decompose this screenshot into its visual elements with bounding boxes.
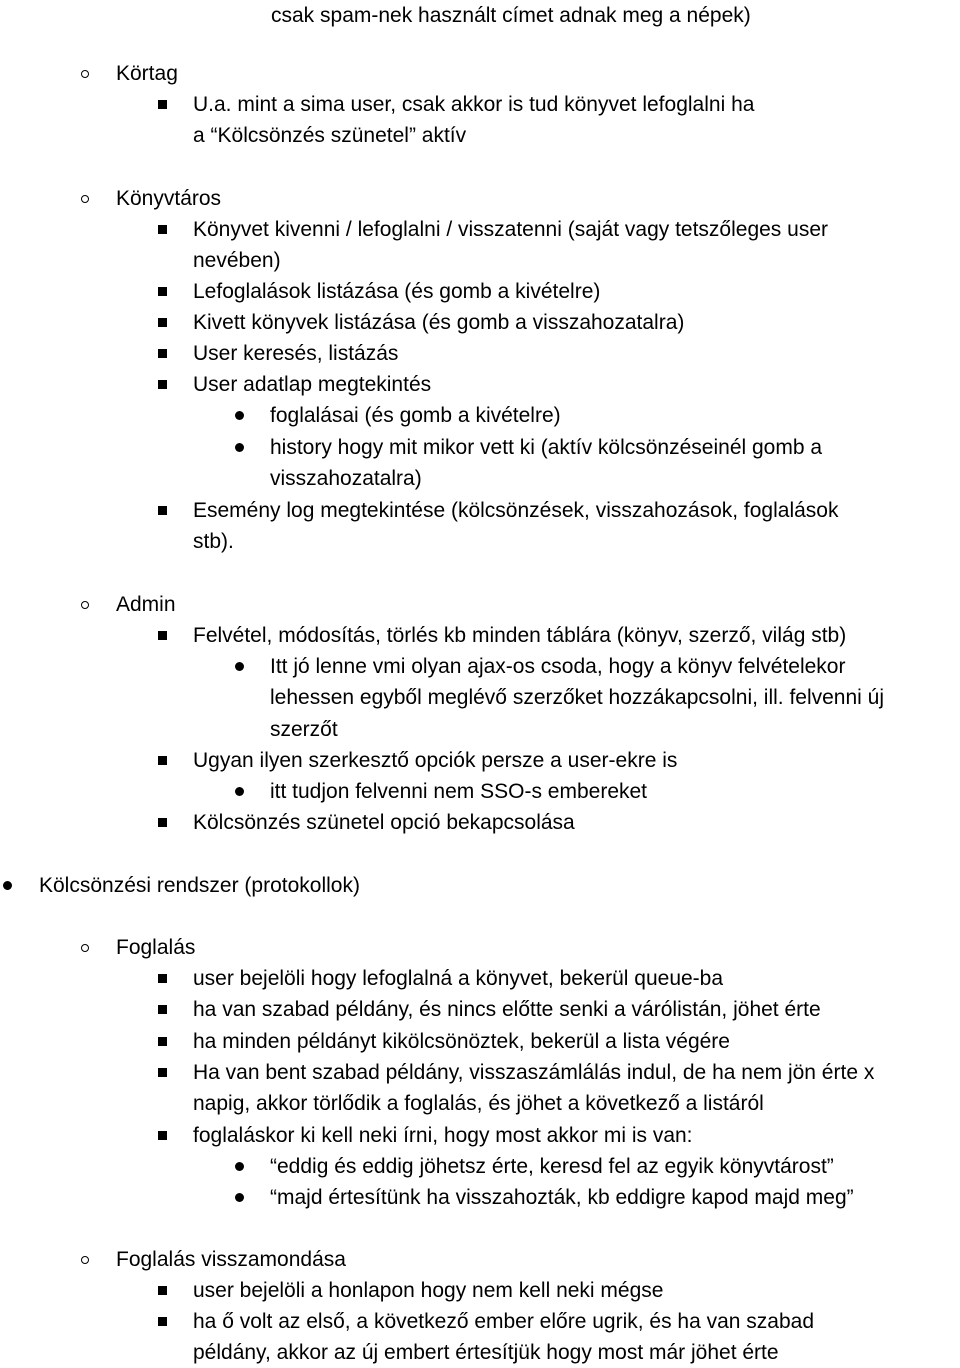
- text-line: Kölcsönzés szünetel opció bekapcsolása: [193, 811, 575, 834]
- filled-disc-icon: [227, 432, 251, 463]
- section-heading: Kölcsönzési rendszer (protokollok): [39, 874, 360, 897]
- filled-square-icon: [150, 1306, 174, 1337]
- filled-square-icon: [150, 214, 174, 245]
- text-line: Könyvet kivenni / lefoglalni / visszatenni (saját vagy tetszőleges user: [193, 218, 828, 241]
- hollow-circle-icon: [73, 1244, 97, 1275]
- text-line: Lefoglalások listázása (és gomb a kivételre): [193, 280, 601, 303]
- text-line: stb).: [193, 530, 234, 553]
- text-line: napig, akkor törlődik a foglalás, és jöhet a következő a listáról: [193, 1092, 764, 1115]
- text-line: foglalásai (és gomb a kivételre): [270, 404, 561, 427]
- hollow-circle-icon: [73, 932, 97, 963]
- list-item-foglalas-visszamondasa: Foglalás visszamondása: [116, 1248, 346, 1271]
- text-line: nevében): [193, 249, 281, 272]
- filled-square-icon: [150, 963, 174, 994]
- filled-disc-icon: [227, 1151, 251, 1182]
- filled-square-icon: [150, 994, 174, 1025]
- filled-square-icon: [150, 338, 174, 369]
- filled-square-icon: [150, 1026, 174, 1057]
- filled-disc-icon: [227, 1182, 251, 1213]
- filled-square-icon: [150, 369, 174, 400]
- text-line: a “Kölcsönzés szünetel” aktív: [193, 124, 467, 147]
- text-line: Esemény log megtekintése (kölcsönzések, visszahozások, foglalások: [193, 499, 839, 522]
- text-line: foglaláskor ki kell neki írni, hogy most akkor mi is van:: [193, 1124, 693, 1147]
- list-item-kortag: Körtag: [116, 62, 178, 85]
- text-line: “eddig és eddig jöhetsz érte, keresd fel az egyik könyvtárost”: [270, 1155, 834, 1178]
- text-line: User keresés, listázás: [193, 342, 399, 365]
- filled-square-icon: [150, 745, 174, 776]
- text-line: U.a. mint a sima user, csak akkor is tud könyvet lefoglalni ha: [193, 93, 755, 116]
- hollow-circle-icon: [73, 589, 97, 620]
- text-line: lehessen egyből meglévő szerzőket hozzákapcsolni, ill. felvenni új: [270, 686, 885, 709]
- filled-square-icon: [150, 1120, 174, 1151]
- filled-square-icon: [150, 620, 174, 651]
- text-line: itt tudjon felvenni nem SSO-s embereket: [270, 780, 648, 803]
- text-line: ha van szabad példány, és nincs előtte senki a várólistán, jöhet érte: [193, 998, 821, 1021]
- filled-square-icon: [150, 1275, 174, 1306]
- text-line: Ha van bent szabad példány, visszaszámlálás indul, de ha nem jön érte x: [193, 1061, 875, 1084]
- filled-square-icon: [150, 276, 174, 307]
- hollow-circle-icon: [73, 183, 97, 214]
- text-line: példány, akkor az új embert értesítjük hogy most már jöhet érte: [193, 1341, 779, 1364]
- text-line: ha ő volt az első, a következő ember előre ugrik, és ha van szabad: [193, 1310, 815, 1333]
- filled-square-icon: [150, 307, 174, 338]
- text-line: Ugyan ilyen szerkesztő opciók persze a user-ekre is: [193, 749, 678, 772]
- list-item-foglalas: Foglalás: [116, 936, 196, 959]
- text-line: szerzőt: [270, 718, 338, 741]
- filled-disc-icon: [227, 651, 251, 682]
- list-item-konyvtaros: Könyvtáros: [116, 187, 222, 210]
- filled-square-icon: [150, 89, 174, 120]
- text-line: User adatlap megtekintés: [193, 373, 432, 396]
- text-line: user bejelöli hogy lefoglalná a könyvet, bekerül queue-ba: [193, 967, 724, 990]
- hollow-circle-icon: [73, 58, 97, 89]
- filled-square-icon: [150, 1057, 174, 1088]
- text-line: visszahozatalra): [270, 467, 422, 490]
- text-line: Felvétel, módosítás, törlés kb minden táblára (könyv, szerző, világ stb): [193, 624, 847, 647]
- text-line: Itt jó lenne vmi olyan ajax-os csoda, hogy a könyv felvételekor: [270, 655, 846, 678]
- filled-disc-icon: [227, 400, 251, 431]
- text-line: ha minden példányt kikölcsönöztek, bekerül a lista végére: [193, 1030, 730, 1053]
- filled-square-icon: [150, 495, 174, 526]
- filled-square-icon: [150, 807, 174, 838]
- text-line: user bejelöli a honlapon hogy nem kell neki mégse: [193, 1279, 664, 1302]
- list-item-admin: Admin: [116, 593, 176, 616]
- text-line: csak spam-nek használt címet adnak meg a népek): [271, 4, 751, 27]
- text-line: Kivett könyvek listázása (és gomb a visszahozatalra): [193, 311, 685, 334]
- filled-disc-icon: [227, 776, 251, 807]
- text-line: history hogy mit mikor vett ki (aktív kölcsönzéseinél gomb a: [270, 436, 823, 459]
- text-line: “majd értesítünk ha visszahozták, kb eddigre kapod majd meg”: [270, 1186, 854, 1209]
- filled-disc-icon: [0, 870, 19, 901]
